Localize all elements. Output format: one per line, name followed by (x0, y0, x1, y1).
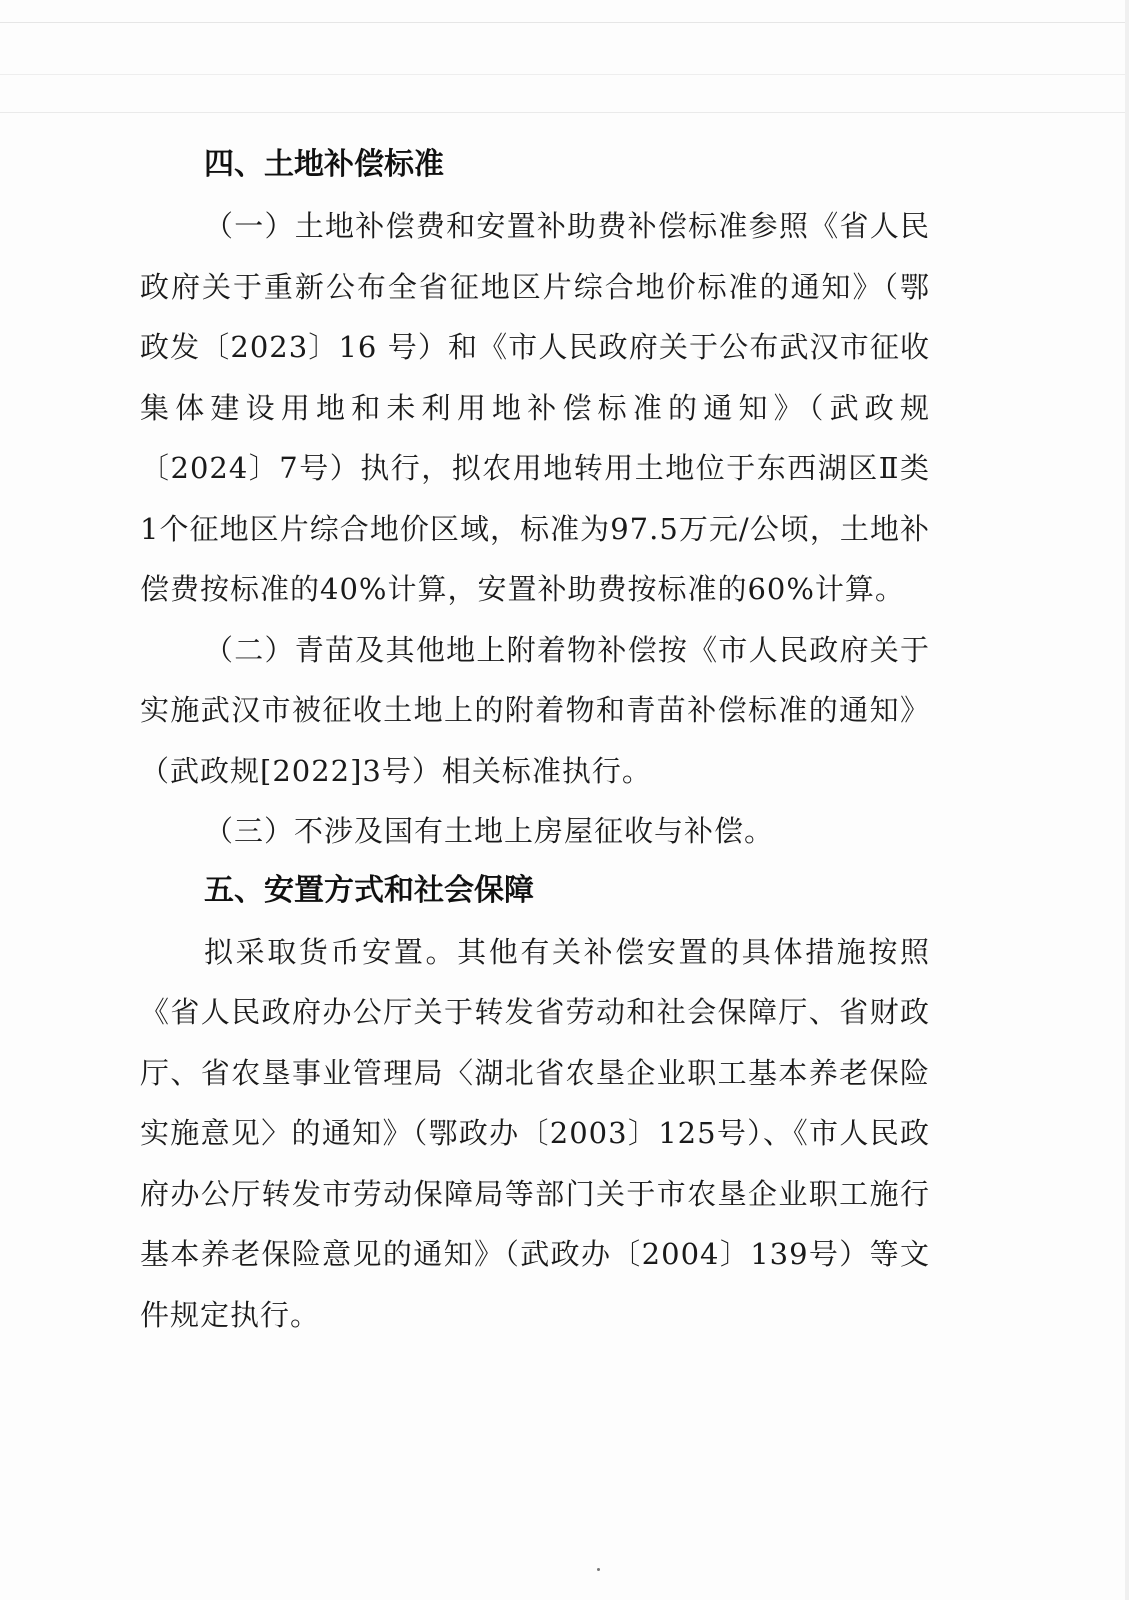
section-4-paragraph-1: （一）土地补偿费和安置补助费补偿标准参照《省人民政府关于重新公布全省征地区片综合地价标准的通知》（鄂政发〔2023〕16 号）和《市人民政府关于公布武汉市征收集体建设用地和未利用地补偿标准的通知》（武政规〔2024〕7号）执行，拟农用地转用土地位于东西湖区Ⅱ类1个征地区片综合地价区域，标准为97.5万元/公顷，土地补偿费按标准的40%计算，安置补助费按标准的60%计算。 (140, 209, 930, 606)
section-5-paragraph-1: 拟采取货币安置。其他有关补偿安置的具体措施按照《省人民政府办公厅关于转发省劳动和社会保障厅、省财政厅、省农垦事业管理局〈湖北省农垦企业职工基本养老保险实施意见〉的通知》（鄂政办〔2003〕125号）、《市人民政府办公厅转发市劳动保障局等部门关于市农垦企业职工施行基本养老保险意见的通知》（武政办〔2004〕139号）等文件规定执行。 (140, 934, 930, 1332)
document-body (140, 136, 930, 1345)
scan-artifact-line (0, 112, 1129, 113)
scan-edge-shadow (1125, 0, 1129, 1600)
scan-artifact-line (0, 74, 1129, 75)
scan-speck (597, 1568, 600, 1571)
section-4-paragraph-3: （三）不涉及国有土地上房屋征收与补偿。 (204, 814, 775, 848)
section-4-paragraph-2: （二）青苗及其他地上附着物补偿按《市人民政府关于实施武汉市被征收土地上的附着物和青苗补偿标准的通知》（武政规[2022]3号）相关标准执行。 (140, 632, 930, 788)
section-5-heading: 五、安置方式和社会保障 (204, 872, 534, 908)
section-4-heading: 四、土地补偿标准 (204, 147, 444, 182)
scan-artifact-line (0, 22, 1129, 23)
